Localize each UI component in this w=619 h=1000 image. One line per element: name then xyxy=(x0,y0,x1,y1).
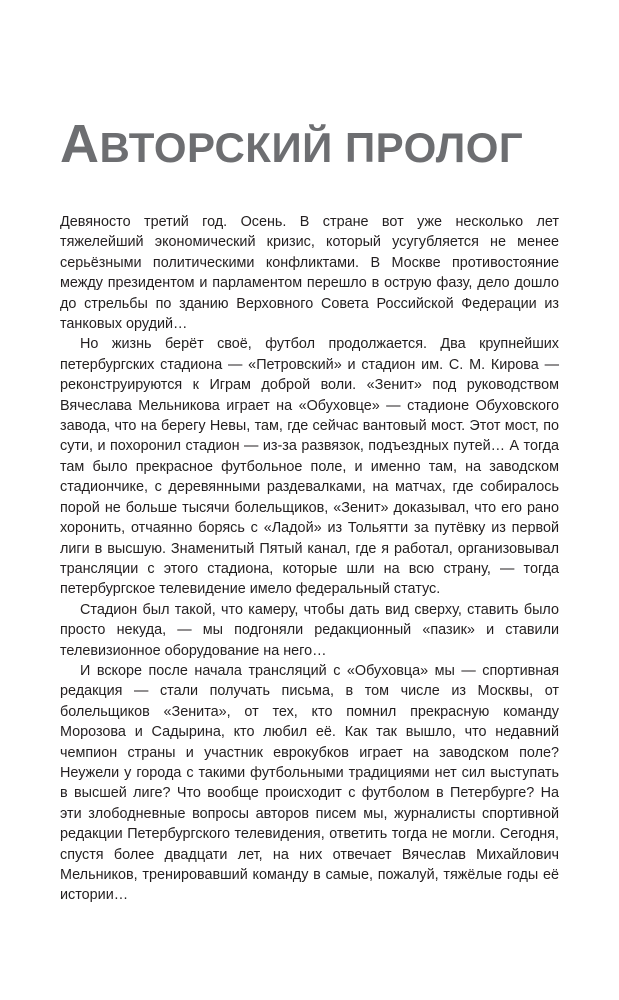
paragraph-2: Но жизнь берёт своё, футбол продолжается. Два крупнейших петербургских стадиона — «Петровский» и стадион им. С. М. Кирова — реконструируются к Играм доброй воли. «Зенит» под руководством Вячеслава Мельникова играет на «Обуховце» — стадионе Обуховского завода, что на берегу Невы, там, где сейчас вантовый мост. Этот мост, по сути, и похоронил стадион — из-за развязок, подъездных путей… А тогда там было прекрасное футбольное поле, и именно там, на заводском стадиончике, с деревянными раздевалками, на матчах, где собиралось порой не больше тысячи болельщиков, «Зенит» доказывал, что его рано хоронить, отчаянно борясь с «Ладой» из Тольятти за путёвку из первой лиги в высшую. Знаменитый Пятый канал, где я работал, организовывал трансляции с этого стадиона, которые шли на всю страну, — тогда петербургское телевидение имело федеральный статус. xyxy=(60,336,559,598)
chapter-title xyxy=(60,114,580,174)
paragraph-4: И вскоре после начала трансляций с «Обуховца» мы — спортивная редакция — стали получать письма, в том числе из Москвы, от болельщиков «Зенита», от тех, кто помнил прекрасную команду Морозова и Садырина, кто любил её. Как так вышло, что недавний чемпион страны и участник еврокубков играет на заводском поле? Неужели у города с такими футбольными традициями нет сил выступать в высшей лиге? Что вообще происходит с футболом в Петербурге? На эти злободневные вопросы авторов писем мы, журналисты спортивной редакции Петербургского телевидения, ответить тогда не могли. Сегодня, спустя более двадцати лет, на них отвечает Вячеслав Михайлович Мельников, тренировавший команду в самые, пожалуй, тяжёлые годы её истории… xyxy=(60,662,559,904)
chapter-title-rest: ВТОРСКИЙ ПРОЛОГ xyxy=(99,124,524,171)
paragraph-3: Стадион был такой, что камеру, чтобы дать вид сверху, ставить было просто некуда, — мы подгоняли редакционный «пазик» и ставили телевизионное оборудование на него… xyxy=(60,601,559,659)
paragraph-1: Девяносто третий год. Осень. В стране вот уже несколько лет тяжелейший экономический кризис, который усугубляется не менее серьёзными политическими конфликтами. В Москве противостояние между президентом и парламентом перешло в острую фазу, дело дошло до стрельбы по зданию Верховного Совета Российской Федерации из танковых орудий… xyxy=(60,214,559,333)
chapter-title-initial: А xyxy=(60,114,100,174)
chapter-body xyxy=(60,212,559,906)
